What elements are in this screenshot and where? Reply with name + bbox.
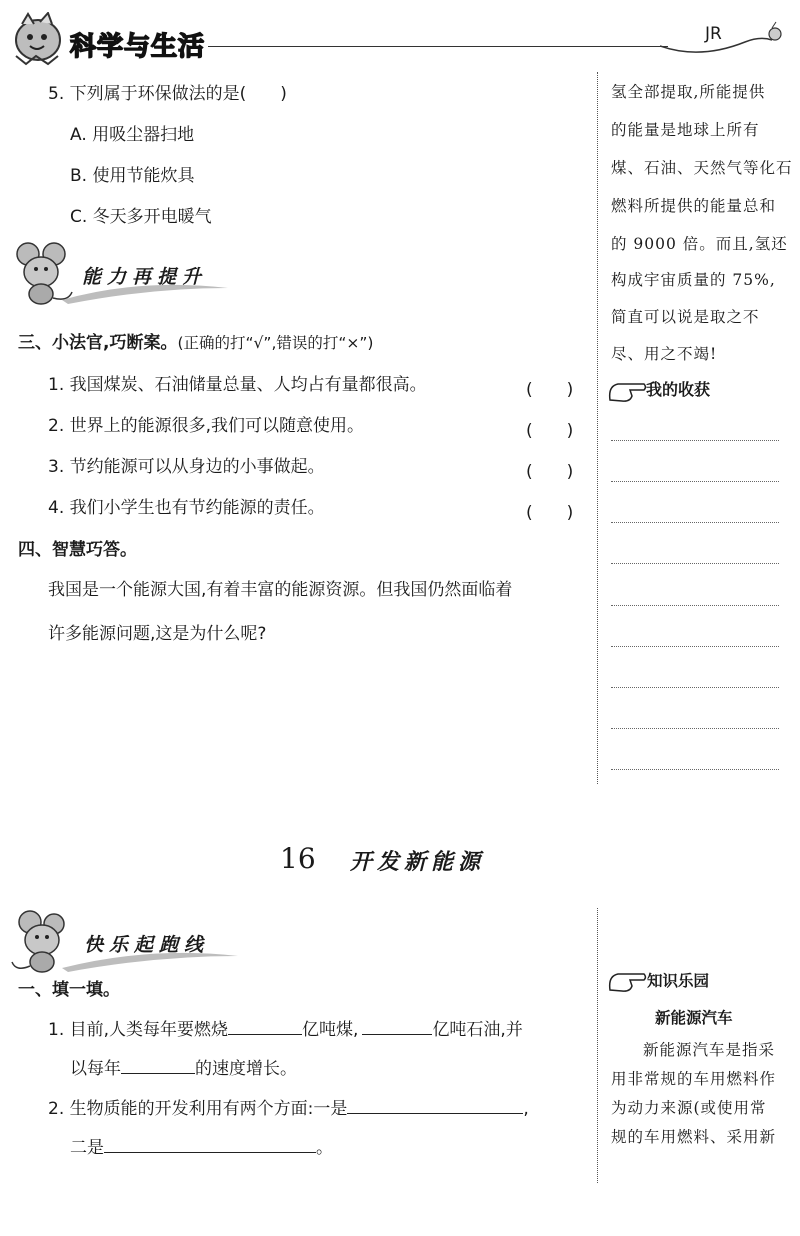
q2-text-a: 2. 生物质能的开发利用有两个方面:一是 bbox=[48, 1099, 348, 1119]
article-line-4: 规的车用燃料、采用新 bbox=[611, 1128, 777, 1146]
harvest-line-5[interactable] bbox=[611, 605, 779, 606]
part3-heading bbox=[18, 333, 373, 353]
article-line-3: 为动力来源(或使用常 bbox=[611, 1099, 767, 1117]
q5-question: 5. 下列属于环保做法的是( ) bbox=[48, 84, 287, 104]
sidebar-line-1: 氢全部提取,所能提供 bbox=[611, 83, 766, 101]
answer-paren-1[interactable]: ( ) bbox=[526, 380, 574, 400]
part4-line-1: 我国是一个能源大国,有着丰富的能源资源。但我国仍然面临着 bbox=[48, 580, 513, 600]
harvest-line-9[interactable] bbox=[611, 769, 779, 770]
article-title: 新能源汽车 bbox=[655, 1009, 733, 1027]
q2-text-c: 二是 bbox=[70, 1138, 104, 1158]
lesson-title: 开发新能源 bbox=[350, 849, 486, 875]
section-badge-ability: 能力再提升 bbox=[82, 266, 208, 288]
sidebar-line-4: 燃料所提供的能量总和 bbox=[611, 197, 777, 215]
q2-text-d: 。 bbox=[316, 1138, 333, 1158]
column-divider-bottom bbox=[597, 908, 598, 1183]
blank-oil[interactable] bbox=[362, 1020, 432, 1035]
pointing-hand-icon bbox=[606, 966, 648, 994]
answer-paren-4[interactable]: ( ) bbox=[526, 503, 574, 523]
harvest-line-4[interactable] bbox=[611, 563, 779, 564]
part4-line-2: 许多能源问题,这是为什么呢? bbox=[48, 624, 267, 644]
fill-q1-line1 bbox=[48, 1020, 523, 1040]
sidebar-line-6: 构成宇宙质量的 75%, bbox=[611, 271, 776, 289]
harvest-line-1[interactable] bbox=[611, 440, 779, 441]
part4-heading: 四、智慧巧答。 bbox=[18, 540, 137, 560]
judge-item-3: 3. 节约能源可以从身边的小事做起。 bbox=[48, 457, 325, 477]
sidebar-line-7: 简直可以说是取之不 bbox=[611, 308, 760, 326]
q1-text-d: 以每年 bbox=[70, 1059, 121, 1079]
sidebar-line-8: 尽、用之不竭! bbox=[611, 345, 718, 363]
harvest-line-6[interactable] bbox=[611, 646, 779, 647]
pointing-hand-icon bbox=[606, 376, 648, 404]
garden-title: 知识乐园 bbox=[647, 972, 710, 990]
blank-aspect-1[interactable] bbox=[347, 1099, 523, 1114]
header-swoosh-icon bbox=[660, 20, 790, 60]
q5-option-b: B. 使用节能炊具 bbox=[70, 166, 195, 186]
article-line-1: 新能源汽车是指采 bbox=[643, 1041, 776, 1059]
sidebar-line-3: 煤、石油、天然气等化石 bbox=[611, 159, 793, 177]
harvest-line-8[interactable] bbox=[611, 728, 779, 729]
judge-item-4: 4. 我们小学生也有节约能源的责任。 bbox=[48, 498, 325, 518]
part1-heading: 一、填一填。 bbox=[18, 980, 120, 1000]
section-badge-start: 快乐起跑线 bbox=[84, 934, 210, 956]
part3-note: (正确的打“√”,错误的打“×”) bbox=[177, 334, 374, 352]
q1-text-b: 亿吨煤, bbox=[302, 1020, 359, 1040]
harvest-title: 我的收获 bbox=[646, 380, 711, 399]
q1-text-e: 的速度增长。 bbox=[195, 1059, 297, 1079]
mascot-logo-icon bbox=[8, 12, 68, 68]
harvest-line-2[interactable] bbox=[611, 481, 779, 482]
answer-paren-3[interactable]: ( ) bbox=[526, 462, 574, 482]
q1-text-c: 亿吨石油,并 bbox=[432, 1020, 523, 1040]
sidebar-line-5: 的 9000 倍。而且,氢还 bbox=[611, 235, 788, 253]
harvest-line-3[interactable] bbox=[611, 522, 779, 523]
q5-option-a: A. 用吸尘器扫地 bbox=[70, 125, 195, 145]
fill-q2-line2 bbox=[70, 1138, 333, 1158]
judge-item-2: 2. 世界上的能源很多,我们可以随意使用。 bbox=[48, 416, 365, 436]
harvest-line-7[interactable] bbox=[611, 687, 779, 688]
q2-text-b: , bbox=[523, 1099, 529, 1119]
blank-growth-rate[interactable] bbox=[121, 1059, 195, 1074]
header bbox=[0, 0, 800, 70]
header-rule bbox=[208, 46, 668, 47]
column-divider bbox=[597, 72, 598, 784]
fill-q2-line1 bbox=[48, 1099, 529, 1119]
answer-paren-2[interactable]: ( ) bbox=[526, 421, 574, 441]
part3-title: 三、小法官,巧断案。 bbox=[18, 333, 178, 353]
blank-coal[interactable] bbox=[228, 1020, 302, 1035]
q1-text-a: 1. 目前,人类每年要燃烧 bbox=[48, 1020, 229, 1040]
article-line-2: 用非常规的车用燃料作 bbox=[611, 1070, 777, 1088]
sidebar-line-2: 的能量是地球上所有 bbox=[611, 121, 760, 139]
q5-option-c: C. 冬天多开电暖气 bbox=[70, 207, 212, 227]
header-code: JR bbox=[705, 24, 722, 44]
blank-aspect-2[interactable] bbox=[104, 1138, 316, 1153]
lesson-number: 16 bbox=[280, 842, 316, 875]
fill-q1-line2 bbox=[70, 1059, 297, 1079]
header-title: 科学与生活 bbox=[70, 32, 206, 62]
judge-item-1: 1. 我国煤炭、石油储量总量、人均占有量都很高。 bbox=[48, 375, 427, 395]
